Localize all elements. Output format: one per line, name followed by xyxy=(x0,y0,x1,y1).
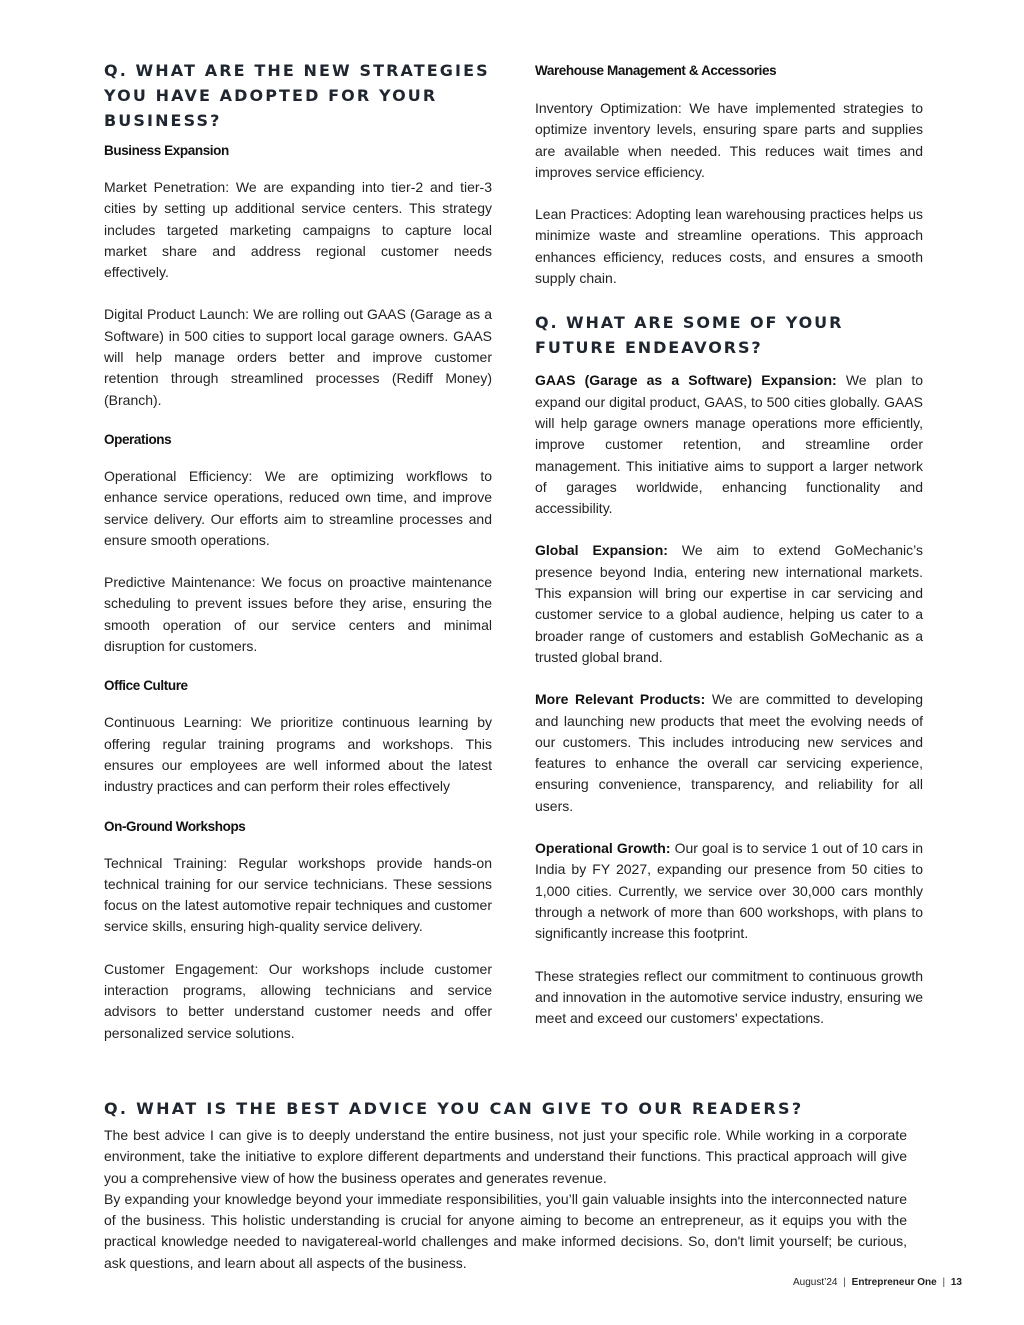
paragraph-more-relevant-products xyxy=(535,689,923,817)
question-best-advice: Q. WHAT IS THE BEST ADVICE YOU CAN GIVE TO OUR READERS? xyxy=(104,1099,804,1118)
paragraph-customer-engagement: Customer Engagement: Our workshops include customer interaction programs, allowing technicians and service advisors to better understand customer needs and offer personalized service solutions. xyxy=(104,960,492,1041)
paragraph-continuous-learning: Continuous Learning: We prioritize continuous learning by offering regular training programs and workshops. This ensures our employees are well informed about the latest industry practices and can perform their roles effectively xyxy=(104,714,492,795)
heading-on-ground-workshops: On-Ground Workshops xyxy=(104,818,246,834)
paragraph-gaas-expansion xyxy=(535,370,923,519)
paragraph-advice-1: The best advice I can give is to deeply understand the entire business, not just your specific role. While working in a corporate environment, take the initiative to explore different departments and understand their functions. This practical approach will give you a comprehensive view of how the business operates and generates revenue. xyxy=(104,1127,907,1186)
footer-separator: | xyxy=(843,1277,846,1288)
paragraph-operational-efficiency: Operational Efficiency: We are optimizing workflows to enhance service operations, reduced own time, and improve service delivery. Our efforts aim to streamline processes and ensure smooth operations. xyxy=(104,467,492,548)
heading-warehouse-management: Warehouse Management & Accessories xyxy=(535,63,777,78)
paragraph-predictive-maintenance: Predictive Maintenance: We focus on proactive maintenance scheduling to prevent issues before they arise, ensuring the smooth operation of our service centers and minimal disruption for customers. xyxy=(104,574,492,655)
question-future-endeavors: Q. WHAT ARE SOME OF YOUR FUTURE ENDEAVORS? xyxy=(535,313,844,358)
paragraph-technical-training: Technical Training: Regular workshops provide hands-on technical training for our service technicians. These sessions focus on the latest automotive repair techniques and customer service skills, ensuring high-quality service delivery. xyxy=(104,854,492,935)
question-strategies: Q. WHAT ARE THE NEW STRATEGIES YOU HAVE ADOPTED FOR YOUR BUSINESS? xyxy=(104,61,490,130)
lead-gaas-expansion: GAAS (Garage as a Software) Expansion: xyxy=(535,372,837,389)
paragraph-lean-practices: Lean Practices: Adopting lean warehousing practices helps us minimize waste and streamline operations. This approach enhances efficiency, reduces costs, and ensures a smooth supply chain. xyxy=(535,206,923,287)
paragraph-advice-2: By expanding your knowledge beyond your immediate responsibilities, you’ll gain valuable insights into the interconnected nature of the business. This holistic understanding is crucial for anyone aiming to become an entrepreneur, as it equips you with the practical knowledge needed to navigatereal-world challenges and make informed decisions. So, don't limit yourself; be curious, ask questions, and learn about all aspects of the business. xyxy=(104,1190,907,1271)
heading-office-culture: Office Culture xyxy=(104,678,188,694)
lead-more-relevant-products: More Relevant Products: xyxy=(535,691,706,708)
heading-operations: Operations xyxy=(104,431,172,447)
text-operational-growth: Our goal is to service 1 out of 10 cars in India by FY 2027, expanding our presence from 50 cities to 1,000 cities. Currently, we service over 30,000 cars monthly through a network of more than 600 workshops, with plans to significantly increase this footprint. xyxy=(535,840,923,942)
text-global-expansion: We aim to extend GoMechanic’s presence beyond India, entering new international markets. This expansion will bring our expertise in car servicing and customer service to a global audience, helping us cater to a broader range of customers and establish GoMechanic as a trusted global brand. xyxy=(535,542,923,665)
footer-magazine: Entrepreneur One xyxy=(851,1277,937,1288)
page-footer xyxy=(793,1277,962,1288)
footer-issue: August’24 xyxy=(793,1277,838,1288)
right-column xyxy=(535,58,923,1050)
lead-operational-growth: Operational Growth: xyxy=(535,840,671,857)
heading-business-expansion: Business Expansion xyxy=(104,143,229,158)
paragraph-closing: These strategies reflect our commitment to continuous growth and innovation in the automotive service industry, ensuring we meet and exceed our customers' expectations. xyxy=(535,967,923,1027)
text-gaas-expansion: We plan to expand our digital product, GAAS, to 500 cities globally. GAAS will help garage owners manage operations more efficiently, improve customer retention, and streamline order management. This initiative aims to support a larger network of garages worldwide, enhancing functionality and accessibility. xyxy=(535,372,924,517)
footer-separator-2: | xyxy=(942,1277,946,1288)
footer-page-number: 13 xyxy=(950,1277,962,1288)
text-more-relevant-products: We are committed to developing and launching new products that meet the evolving needs of our customers. This includes introducing new services and features to enhance the overall car servicing experience, ensuring convenience, transparency, and reliability for all users. xyxy=(535,691,923,814)
lead-global-expansion: Global Expansion: xyxy=(535,542,668,559)
paragraph-market-penetration: Market Penetration: We are expanding into tier-2 and tier-3 cities by setting up additional service centers. This strategy includes targeted marketing campaigns to capture local market share and address regional customer needs effectively. xyxy=(104,179,492,281)
advice-section xyxy=(104,1096,907,1274)
paragraph-inventory-optimization: Inventory Optimization: We have implemented strategies to optimize inventory levels, ensuring spare parts and supplies are available when needed. This reduces wait times and improves service efficiency. xyxy=(535,100,923,180)
paragraph-digital-product-launch: Digital Product Launch: We are rolling out GAAS (Garage as a Software) in 500 cities to support local garage owners. GAAS will help manage orders better and improve customer retention through streamlined processes (Rediff Money)(Branch). xyxy=(104,306,492,408)
paragraph-operational-growth xyxy=(535,838,923,944)
left-column xyxy=(104,58,492,1065)
paragraph-global-expansion xyxy=(535,540,923,668)
